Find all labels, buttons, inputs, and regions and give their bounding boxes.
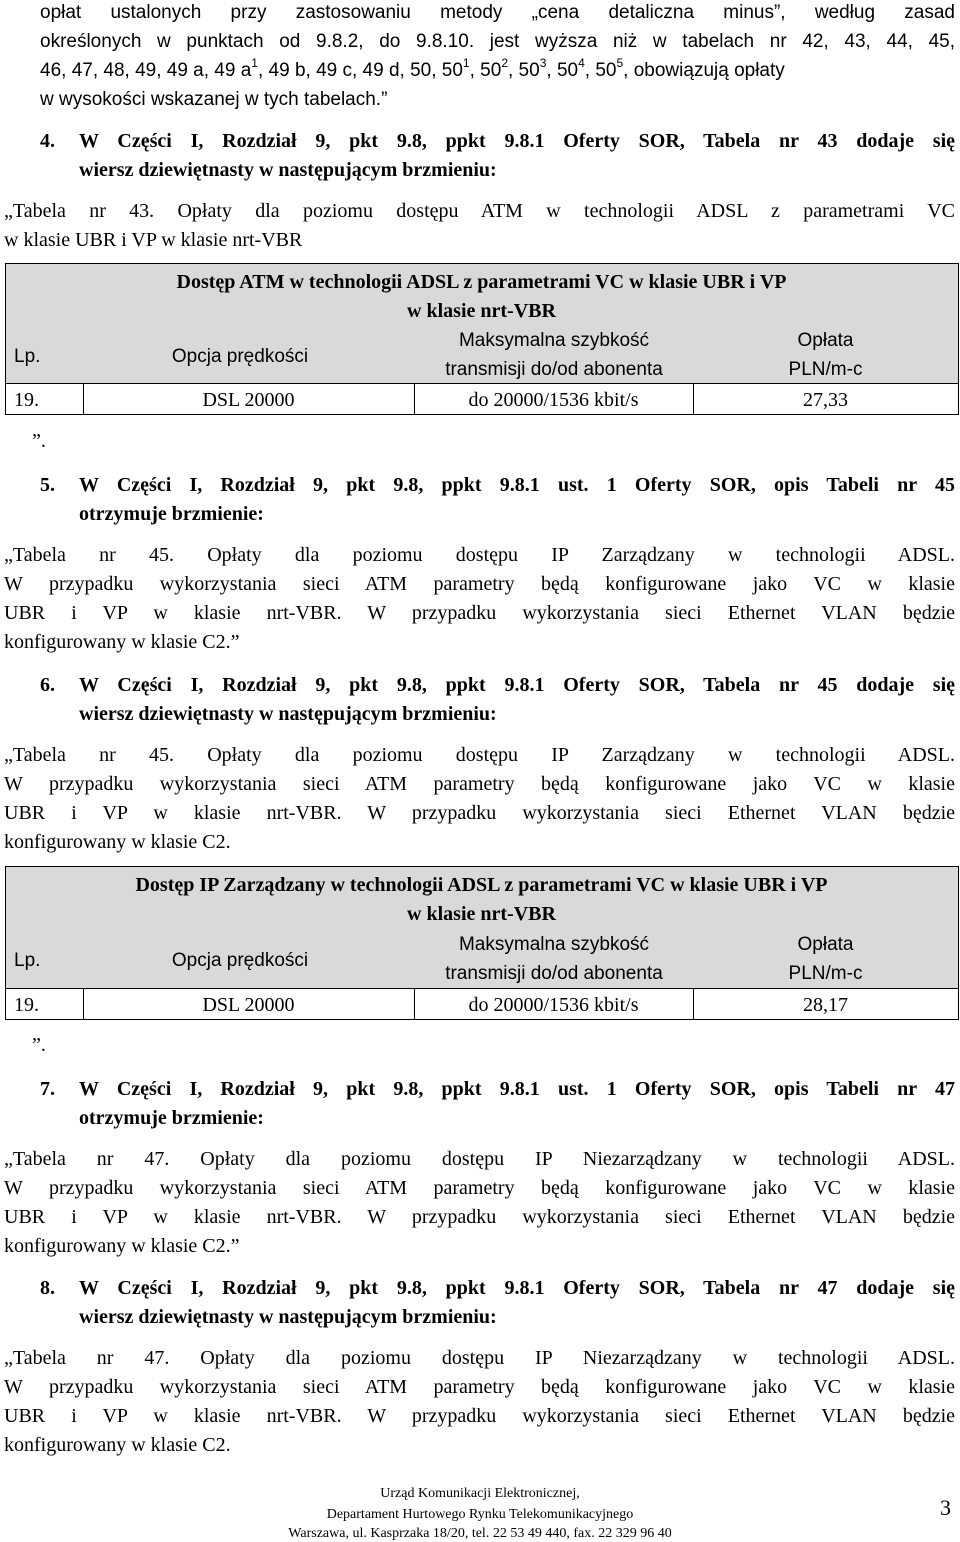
item-5-para-line-3: UBR i VP w klasie nrt-VBR. W przypadku wykorzystania sieci Ethernet VLAN będzie <box>4 602 955 624</box>
intro-line-4: w wysokości wskazanej w tych tabelach.” <box>40 89 388 110</box>
footer-line-2: Departament Hurtowego Rynku Telekomunikacyjnego <box>326 1507 634 1522</box>
item-6-heading-line-2: wiersz dziewiętnasty w następującym brzmieniu: <box>79 703 497 725</box>
table-45-row-max: do 20000/1536 kbit/s <box>468 994 639 1016</box>
table-45-title-line-1: Dostęp IP Zarządzany w technologii ADSL z parametrami VC w klasie UBR i VP <box>135 874 828 896</box>
item-6-para-line-1: „Tabela nr 45. Opłaty dla poziomu dostępu IP Zarządzany w technologii ADSL. <box>4 744 955 766</box>
table-43-header-lp: Lp. <box>14 346 41 367</box>
item-5-para-line-2: W przypadku wykorzystania sieci ATM parametry będą konfigurowane jako VC w klasie <box>4 573 955 595</box>
item-6-para-line-4: konfigurowany w klasie C2. <box>4 831 231 853</box>
table-43-caption-line-1: „Tabela nr 43. Opłaty dla poziomu dostępu ATM w technologii ADSL z parametrami VC <box>4 200 955 222</box>
table-45-closing-quote: ”. <box>32 1034 46 1056</box>
table-43-row-max: do 20000/1536 kbit/s <box>468 389 639 411</box>
item-5-heading-line-2: otrzymuje brzmienie: <box>79 503 264 525</box>
table-43-header-oplata-line-1: Opłata <box>797 330 854 351</box>
item-8-para-line-2: W przypadku wykorzystania sieci ATM parametry będą konfigurowane jako VC w klasie <box>4 1376 955 1398</box>
item-8-para-line-1: „Tabela nr 47. Opłaty dla poziomu dostępu IP Niezarządzany w technologii ADSL. <box>4 1347 955 1369</box>
page-number: 3 <box>940 1495 951 1520</box>
table-43-header-oplata-line-2: PLN/m-c <box>788 359 863 380</box>
item-7-para-line-3: UBR i VP w klasie nrt-VBR. W przypadku wykorzystania sieci Ethernet VLAN będzie <box>4 1206 955 1228</box>
table-43-caption-line-2: w klasie UBR i VP w klasie nrt-VBR <box>4 229 303 251</box>
table-43-row-oplata: 27,33 <box>803 389 848 411</box>
item-7-heading-line-2: otrzymuje brzmienie: <box>79 1107 264 1129</box>
table-43-header-max-line-1: Maksymalna szybkość <box>458 330 650 351</box>
table-43-row-opcja: DSL 20000 <box>202 389 295 411</box>
item-6-heading-line-1: W Części I, Rozdział 9, pkt 9.8, ppkt 9.8.1 Oferty SOR, Tabela nr 45 dodaje się <box>79 674 955 696</box>
item-8-number: 8. <box>40 1277 55 1299</box>
item-5-para-line-4: konfigurowany w klasie C2.” <box>4 631 240 653</box>
item-4-heading-line-2: wiersz dziewiętnasty w następującym brzmieniu: <box>79 159 497 181</box>
item-7-number: 7. <box>40 1078 55 1100</box>
table-45-header-oplata-line-1: Opłata <box>797 934 854 955</box>
table-45-row-opcja: DSL 20000 <box>202 994 295 1016</box>
item-7-heading-line-1: W Części I, Rozdział 9, pkt 9.8, ppkt 9.8.1 ust. 1 Oferty SOR, opis Tabeli nr 47 <box>79 1078 955 1100</box>
table-45-header-max-line-2: transmisji do/od abonenta <box>445 963 663 984</box>
table-43-closing-quote: ”. <box>32 430 46 452</box>
item-8-para-line-4: konfigurowany w klasie C2. <box>4 1434 231 1456</box>
item-8-para-line-3: UBR i VP w klasie nrt-VBR. W przypadku wykorzystania sieci Ethernet VLAN będzie <box>4 1405 955 1427</box>
footer-line-1: Urząd Komunikacji Elektronicznej, <box>380 1486 580 1501</box>
table-43-title-line-1: Dostęp ATM w technologii ADSL z parametrami VC w klasie UBR i VP <box>176 271 787 293</box>
item-5-heading-line-1: W Części I, Rozdział 9, pkt 9.8, ppkt 9.8.1 ust. 1 Oferty SOR, opis Tabeli nr 45 <box>79 474 955 496</box>
table-45-header-opcja: Opcja prędkości <box>171 950 309 971</box>
table-45-row-oplata: 28,17 <box>803 994 848 1016</box>
table-45-header-max-line-1: Maksymalna szybkość <box>458 934 650 955</box>
table-43-row-lp: 19. <box>14 389 39 411</box>
table-45-header-oplata-line-2: PLN/m-c <box>788 963 863 984</box>
intro-line-3: 46, 47, 48, 49, 49 a, 49 $a^1$, 49 b, 49 c, 49 d, 50, $50^1$, $50^2$, $50^3$, $50^4$, $50^5$, obowiązują opłaty <box>40 55 785 81</box>
intro-line-1: opłat ustalonych przy zastosowaniu metody „cena detaliczna minus”, według zasad <box>40 2 955 23</box>
item-7-para-line-2: W przypadku wykorzystania sieci ATM parametry będą konfigurowane jako VC w klasie <box>4 1177 955 1199</box>
item-4-number: 4. <box>40 130 55 152</box>
item-6-para-line-3: UBR i VP w klasie nrt-VBR. W przypadku wykorzystania sieci Ethernet VLAN będzie <box>4 802 955 824</box>
item-7-para-line-1: „Tabela nr 47. Opłaty dla poziomu dostępu IP Niezarządzany w technologii ADSL. <box>4 1148 955 1170</box>
item-5-number: 5. <box>40 474 55 496</box>
item-6-para-line-2: W przypadku wykorzystania sieci ATM parametry będą konfigurowane jako VC w klasie <box>4 773 955 795</box>
item-6-number: 6. <box>40 674 55 696</box>
item-8-heading-line-2: wiersz dziewiętnasty w następującym brzmieniu: <box>79 1306 497 1328</box>
intro-line-2: określonych w punktach od 9.8.2, do 9.8.10. jest wyższa niż w tabelach nr 42, 43, 44, 45, <box>40 31 955 52</box>
item-7-para-line-4: konfigurowany w klasie C2.” <box>4 1235 240 1257</box>
table-45-title-line-2: w klasie nrt-VBR <box>407 903 556 925</box>
table-43-title-line-2: w klasie nrt-VBR <box>407 300 556 322</box>
table-45-header-lp: Lp. <box>14 950 41 971</box>
item-4-heading-line-1: W Części I, Rozdział 9, pkt 9.8, ppkt 9.8.1 Oferty SOR, Tabela nr 43 dodaje się <box>79 130 955 152</box>
table-45-row-lp: 19. <box>14 994 39 1016</box>
footer-line-3: Warszawa, ul. Kasprzaka 18/20, tel. 22 53 49 440, fax. 22 329 96 40 <box>288 1526 672 1541</box>
item-8-heading-line-1: W Części I, Rozdział 9, pkt 9.8, ppkt 9.8.1 Oferty SOR, Tabela nr 47 dodaje się <box>79 1277 955 1299</box>
table-43-header-max-line-2: transmisji do/od abonenta <box>445 359 663 380</box>
item-5-para-line-1: „Tabela nr 45. Opłaty dla poziomu dostępu IP Zarządzany w technologii ADSL. <box>4 544 955 566</box>
table-43-header-opcja: Opcja prędkości <box>171 346 309 367</box>
